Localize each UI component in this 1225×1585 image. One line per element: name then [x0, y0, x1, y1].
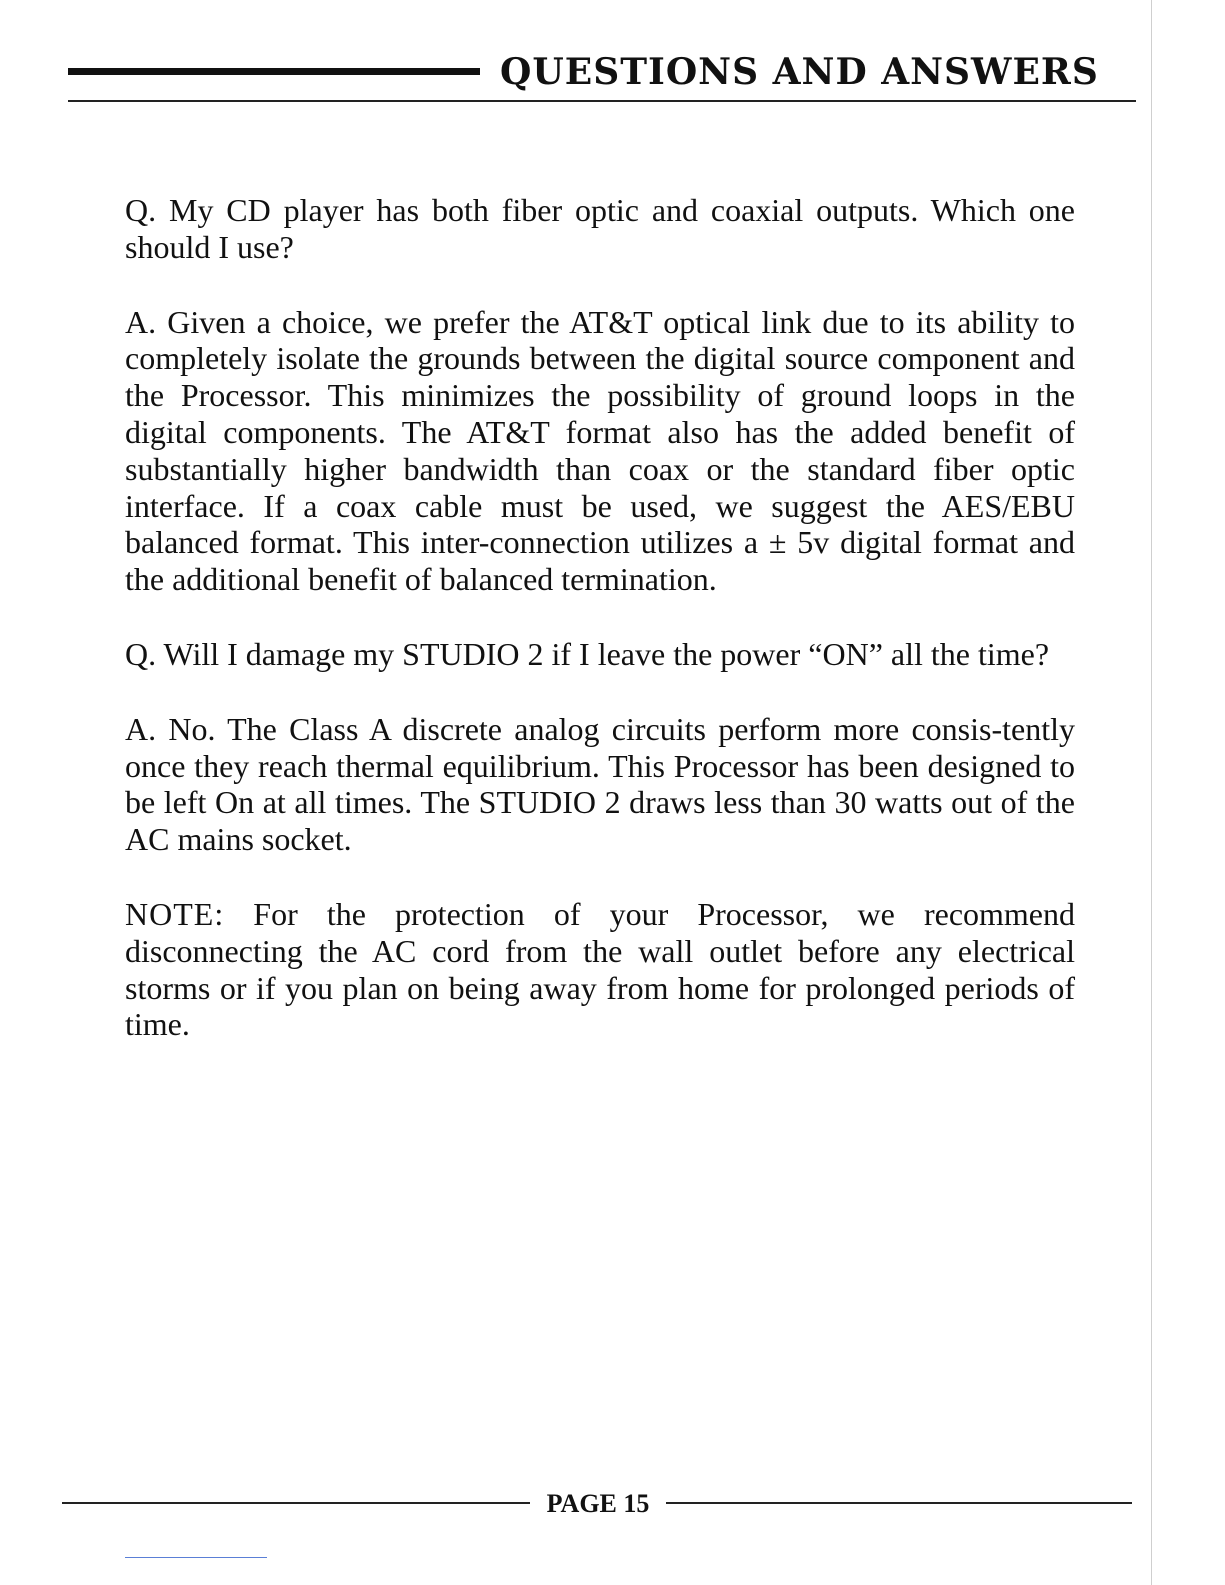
- page-number: PAGE 15: [546, 1489, 650, 1518]
- question-fiber-vs-coax: [125, 192, 1075, 266]
- question-text: Will I damage my STUDIO 2 if I leave the power “ON” all the time?: [163, 635, 1050, 672]
- answer-prefix: A.: [125, 710, 157, 747]
- qa-content: [125, 192, 1075, 1081]
- question-prefix: Q.: [125, 192, 157, 228]
- page-header: [0, 0, 1225, 110]
- answer-prefix: A.: [125, 303, 157, 340]
- note-paragraph: [125, 896, 1075, 1043]
- page-footer: [0, 1480, 1225, 1530]
- note-prefix: NOTE:: [125, 895, 225, 932]
- note-text: For the protection of your Processor, we recommend disconnecting the AC cord from the wall outlet before any electrical storms or if you plan on being away from home for prolonged periods of time.: [125, 895, 1076, 1043]
- header-divider: [68, 100, 1136, 102]
- answer-text: No. The Class A discrete analog circuits perform more consis-tently once they reach thermal equilibrium. This Processor has been designed to be left On at all times. The STUDIO 2 draws less than 30 watts out of the AC mains socket.: [125, 710, 1076, 858]
- footer-rule-left: [62, 1502, 530, 1504]
- answer-power-on: [125, 711, 1075, 858]
- scan-edge-line: [1151, 0, 1152, 1585]
- page-title: QUESTIONS AND ANSWERS: [500, 51, 1099, 93]
- answer-text: Given a choice, we prefer the AT&T optical link due to its ability to completely isolate the grounds between the digital source component and the Processor. This minimizes the possibility of ground loops in the digital components. The AT&T format also has the added benefit of substantially higher bandwidth than coax or the standard fiber optic interface. If a coax cable must be used, we suggest the AES/EBU balanced format. This inter-connection utilizes a ± 5v digital format and the additional benefit of balanced termination.: [125, 303, 1076, 598]
- question-text: My CD player has both fiber optic and coaxial outputs. Which one should I use?: [125, 192, 1076, 265]
- header-thick-rule: [68, 68, 480, 75]
- question-prefix: Q.: [125, 635, 157, 672]
- bottom-blue-rule: [125, 1557, 267, 1558]
- question-power-on: [125, 636, 1075, 673]
- footer-rule-right: [666, 1502, 1132, 1504]
- answer-fiber-vs-coax: [125, 304, 1075, 598]
